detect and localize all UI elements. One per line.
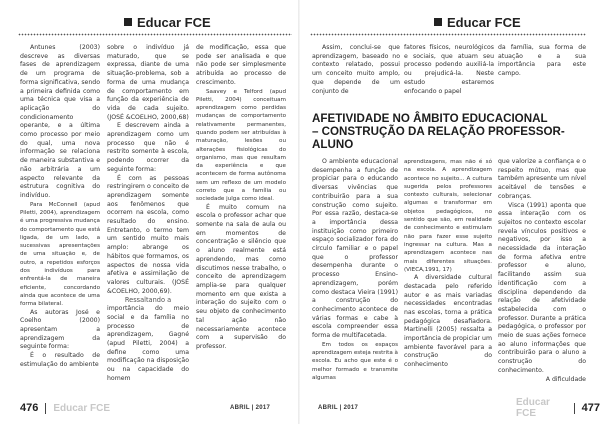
text-column-3 — [196, 44, 286, 396]
page-number: 477 — [581, 402, 600, 414]
paragraph: sobre o indivíduo já maturado, que se expressa, diante de uma situação-problema, sob a forma de uma mudança de comportamento em função da experiência de vida de cada sujeito. (JOSÉ &COELHO, 2000,68) — [107, 44, 189, 121]
paragraph: A diversidade cultural destacada pelo referido autor e as mais variadas necessidades encontradas nas escolas, torna a prática pedagógica desafiadora. Martinelli (2005) ressalta a importância de propiciar um ambiente favorável para a construção do conhecimento — [404, 274, 492, 369]
paragraph: de modificação, essa que pode ser analisada e que não pode ser simplesmente atribuída ao processo de crescimento. — [196, 44, 286, 86]
text-column-1 — [312, 158, 398, 398]
quote-paragraph: Em todos os espaços aprendizagem esteja restrita à escola. Eu acho que este é o melhor formado e transmite algumas — [312, 341, 398, 381]
footer-date-right — [318, 402, 358, 414]
paragraph: A dificuldade — [545, 375, 586, 383]
text-column-1 — [20, 44, 100, 396]
section-heading — [312, 112, 592, 151]
intro-column-3 — [498, 44, 586, 104]
dotted-divider — [18, 33, 292, 36]
square-bullet-icon — [434, 18, 442, 26]
footer-brand: Educar FCE — [53, 402, 111, 414]
issue-date: ABRIL | 2017 — [230, 405, 271, 411]
paragraph: O ambiente educacional desempenha a função de propiciar para o educando diversas vivências que contribuirão para a sua construção como sujeito. Por essa razão, destaca-se a importância dessa instituição como primeiro espaço socializador fora do círculo familiar e o papel que o professor desempenha durante o processo Ensino-aprendizagem, porém como destaca Vieira (1991) a construção do conhecimento acontece de várias formas e cabe à escola compreender essa forma de multifacetada. — [312, 158, 398, 340]
paragraph: É com as pessoas restringirem o conceito de aprendizagem somente aos fenômenos que ocorrem na escola, como resultado do ensino. Entretanto, o termo tem um sentido muito mais amplo: abrange os hábitos que formamos, os aspectos de nossa vida afetiva e assimilação de valores culturais. (JOSÉ &COELHO, 2000,69). — [107, 174, 189, 295]
paragraph: É o resultado de estimulação do ambiente — [20, 352, 100, 368]
paragraph: Assim, conclui-se que aprendizagem, baseado no contexto relatado, possui um conceito muito amplo, que depende de um conjunto de — [312, 44, 400, 95]
square-bullet-icon — [124, 18, 132, 26]
quote-paragraph: aprendizagens, mas não é só na escola. A aprendizagem acontece no sujeito... A cultura sugerida pelos professores contexto culturais, selecionar algumas e transformar em objetos pedagógicos, no sentido que são, em realidade de conhecimento e estimulam não para fazer esse sujeito ingressar na cultura. Mas a aprendizagem acontece nas mais diferentes situações. (VIECA,1991, 17) — [404, 159, 492, 273]
footer-divider — [45, 403, 46, 414]
masthead — [124, 14, 211, 30]
right-page — [300, 0, 600, 424]
paragraph: É muito comum na escola o professor achar que somente na sala de aula ou em momentos de concentração e silêncio que o aluno realmente está aprendendo, mas como discutimos nesse trabalho, o conceito de aprendizagem amplia-se para qualquer momento em que exista a interação do sujeito com o seu objeto de conhecimento tal ação não necessariamente acontece com a supervisão do professor. — [196, 203, 286, 350]
text-column-2 — [107, 44, 189, 396]
paragraph: importância do meio social e da família no processo de aprendizagem, Gagné (apud Piletti, 2004) a define como uma modificação na disposição ou na capacidade do homem — [107, 305, 189, 382]
paragraph: As autoras José e Coelho (2000) apresentam a aprendizagem da seguinte forma: — [20, 308, 100, 351]
masthead — [434, 14, 521, 30]
heading-line: ALUNO — [312, 138, 354, 151]
intro-column-1 — [312, 44, 400, 104]
paragraph: Visca (1991) aponta que essa interação com os sujeitos no contexto escolar revela vínculos positivos e negativos, por isso a necessidade da interação de forma afetiva entre professor e aluno, facilitando assim sua identificação com a disciplina dependendo da relação de afetividade estabelecida com o professor. Durante a prática pedagógica, o professor por meio de suas ações fornece ao aluno informações que contribuirão para o aluno a construção do conhecimento. — [498, 201, 586, 374]
issue-date: ABRIL | 2017 — [318, 405, 359, 411]
dotted-divider — [310, 33, 586, 36]
page-number: 476 — [20, 402, 39, 414]
masthead-title: Educar FCE — [447, 14, 521, 30]
paragraph: Para McConnell (apud Piletti, 2004), aprendizagem é uma progressiva mudança do comportamento que está ligada, de um lado, a sucessivas apresentações de uma situação e, de outro, a repetidos esforços dos indivíduos para enfrentá-la de maneira eficiente, concordando ainda que acontece de uma forma bilateral. — [20, 201, 100, 308]
footer-brand: Educar FCE — [516, 397, 550, 419]
text-column-3 — [498, 158, 586, 398]
footer-divider — [574, 403, 575, 414]
heading-line: AFETIVIDADE NO ÂMBITO EDUCACIONAL — [312, 112, 548, 125]
paragraph: da família, sua forma de atuação e a sua importância para este campo. — [498, 44, 586, 78]
paragraph: que valorize a confiança e o respeito mútuo, mas que também apresente um nível aceitável de tensões e cobranças. — [498, 158, 586, 200]
footer-left — [20, 402, 110, 414]
paragraph: Antunes (2003) descreve as diversas fases de aprendizagem de um programa de forma significativa, sendo a primeira definida como uma técnica que visa a aplicação do condicionamento operante, e a última como processo por meio do qual, uma nova informação se relaciona de maneira substantiva e não arbitrária a um aspecto relevante da estrutura cognitiva do indivíduo. — [20, 44, 100, 199]
text-column-2 — [404, 158, 492, 398]
heading-line: – CONSTRUÇÃO DA RELAÇÃO PROFESSOR- — [312, 125, 565, 138]
intro-column-2 — [404, 44, 494, 104]
footer-right — [516, 397, 600, 419]
masthead-title: Educar FCE — [137, 14, 211, 30]
paragraph: Saavey e Telford (apud Piletti, 2004) conceituam aprendizagem como perdidas mudanças de comportamento relativamente permanentes, quando podem ser atribuídas à maturação, lesões ou alterações fisiológicas do organismo, mas que resultam da experiência e que acontecem de forma autônoma sem um reflexo de um modelo correto que a família ou sociedade julga como ideal. — [196, 88, 286, 203]
section-lead: Ressaltando a — [124, 296, 172, 305]
paragraph: fatores físicos, neurológicos e sociais, que atuam seu processo podendo auxiliá-la ou prejudicá-la. Neste estudo estaremos enfocando o papel — [404, 44, 494, 95]
paragraph: E descrevem ainda a aprendizagem como um processo que não é restrito somente à escola, podendo ocorrer da seguinte forma: — [107, 122, 189, 173]
footer-date-left — [230, 402, 270, 414]
